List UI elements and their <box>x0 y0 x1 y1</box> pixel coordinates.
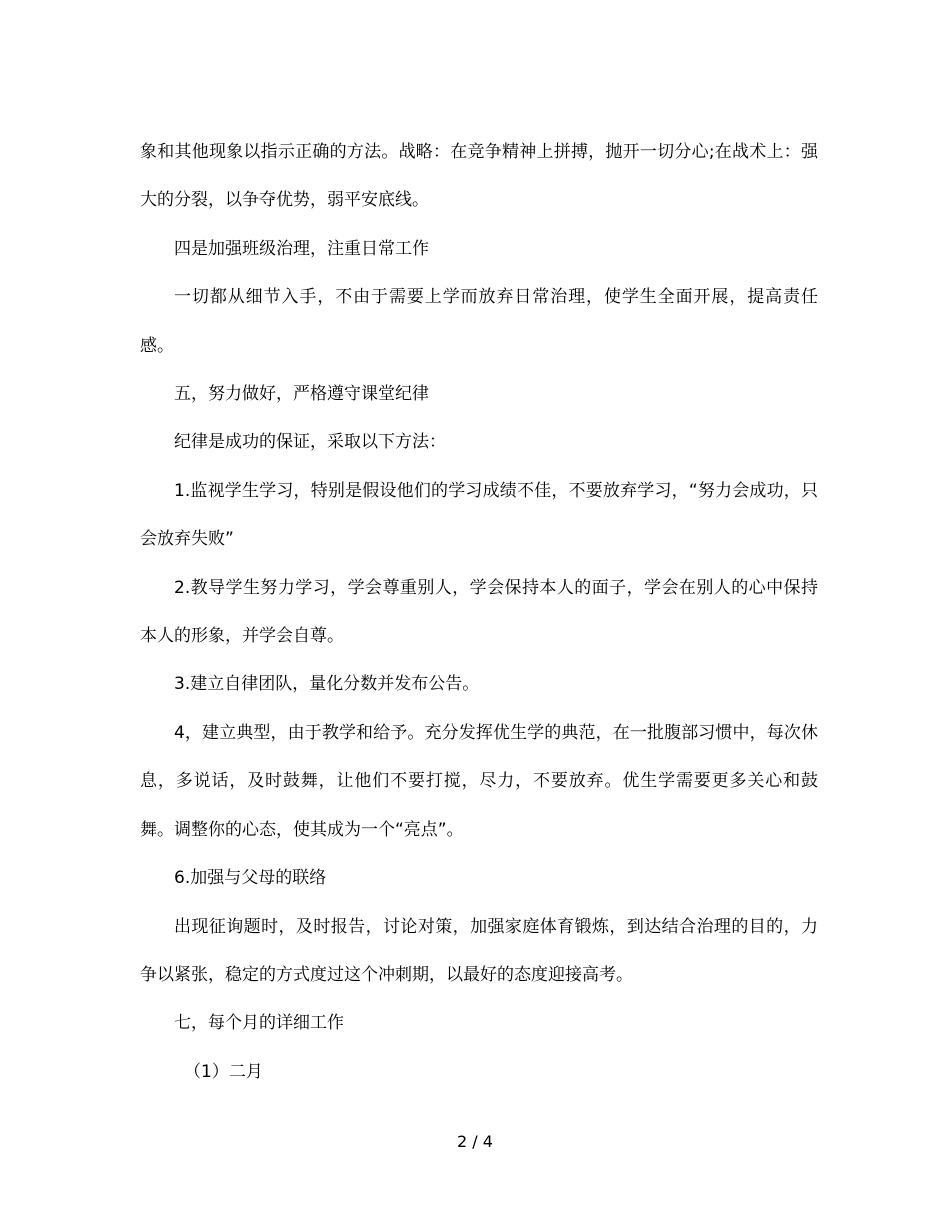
list-item-1: 1.监视学生学习，特别是假设他们的学习成绩不佳，不要放弃学习，“努力会成功，只会放弃失败” <box>140 480 818 550</box>
paragraph-strategy-continued: 象和其他现象以指示正确的方法。战略：在竞争精神上拼搏，抛开一切分心;在战术上：强大的分裂，以争夺优势，弱平安底线。 <box>140 142 818 211</box>
list-item-4: 4，建立典型，由于教学和给予。充分发挥优生学的典范，在一批腹部习惯中，每次休息，多说话，及时鼓舞，让他们不要打搅，尽力，不要放弃。优生学需要更多关心和鼓舞。调整你的心态，使其成为一个“亮点”。 <box>140 722 818 840</box>
paragraph-parent-contact: 出现征询题时，及时报告，讨论对策，加强家庭体育锻炼，到达结合治理的目的，力争以紧张，稳定的方式度过这个冲刺期，以最好的态度迎接高考。 <box>140 916 818 985</box>
paragraph-discipline-intro: 纪律是成功的保证，采取以下方法： <box>174 432 446 453</box>
list-item-2: 2.教导学生努力学习，学会尊重别人，学会保持本人的面子，学会在别人的心中保持本人的形象，并学会自尊。 <box>140 577 818 647</box>
subheading-february: （1）二月 <box>184 1061 263 1082</box>
paragraph-details: 一切都从细节入手，不由于需要上学而放弃日常治理，使学生全面开展，提高责任感。 <box>140 287 818 356</box>
heading-classroom-discipline: 五，努力做好，严格遵守课堂纪律 <box>174 384 429 405</box>
heading-class-management: 四是加强班级治理，注重日常工作 <box>174 238 429 259</box>
heading-monthly-work: 七，每个月的详细工作 <box>174 1013 344 1034</box>
list-item-3: 3.建立自律团队，量化分数并发布公告。 <box>174 674 480 695</box>
heading-parent-contact: 6.加强与父母的联络 <box>174 868 327 889</box>
document-body <box>140 128 818 1096</box>
page-number: 2 / 4 <box>457 1132 493 1151</box>
